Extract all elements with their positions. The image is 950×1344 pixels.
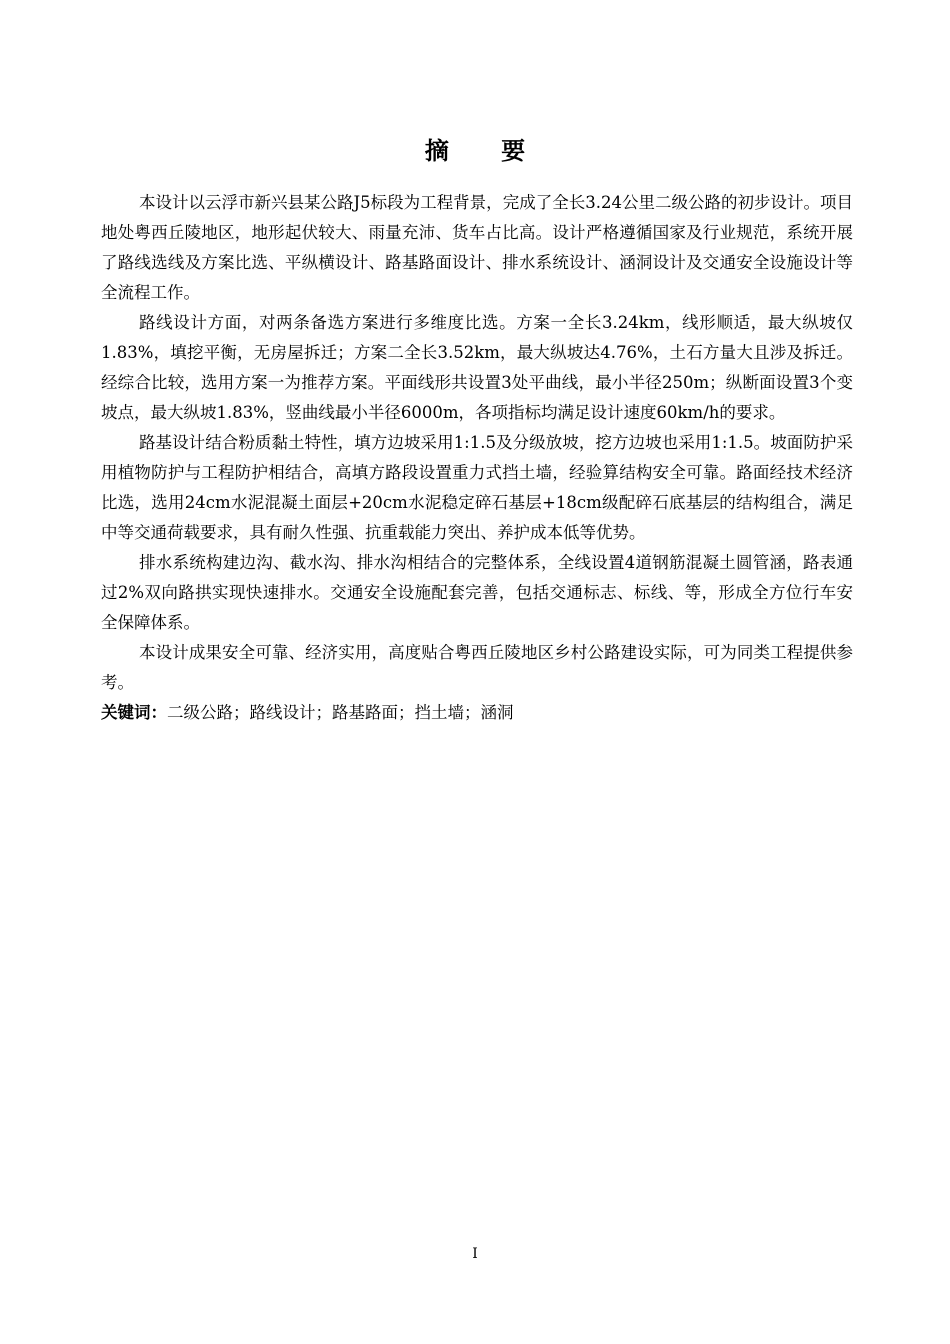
keywords-line (101, 698, 853, 728)
page-number: I (472, 1246, 478, 1262)
abstract-body (101, 188, 853, 728)
keywords-label: 关键词： (101, 703, 167, 722)
keywords-text: 二级公路；路线设计；路基路面；挡土墙；涵洞 (167, 703, 514, 722)
abstract-title: 摘 要 (424, 137, 548, 165)
abstract-paragraph-4: 排水系统构建边沟、截水沟、排水沟相结合的完整体系，全线设置4道钢筋混凝土圆管涵，路表通过2%双向路拱实现快速排水。交通安全设施配套完善，包括交通标志、标线、等，形成全方位行车安全保障体系。 (101, 553, 853, 632)
abstract-paragraph-1: 本设计以云浮市新兴县某公路J5标段为工程背景，完成了全长3.24公里二级公路的初步设计。项目地处粤西丘陵地区，地形起伏较大、雨量充沛、货车占比高。设计严格遵循国家及行业规范，系统开展了路线选线及方案比选、平纵横设计、路基路面设计、排水系统设计、涵洞设计及交通安全设施设计等全流程工作。 (101, 193, 853, 302)
abstract-paragraph-2: 路线设计方面，对两条备选方案进行多维度比选。方案一全长3.24km，线形顺适，最大纵坡仅1.83%，填挖平衡，无房屋拆迁；方案二全长3.52km，最大纵坡达4.76%，土石方量大且涉及拆迁。经综合比较，选用方案一为推荐方案。平面线形共设置3处平曲线，最小半径250m；纵断面设置3个变坡点，最大纵坡1.83%，竖曲线最小半径6000m，各项指标均满足设计速度60km/h的要求。 (101, 313, 853, 422)
abstract-paragraph-3: 路基设计结合粉质黏土特性，填方边坡采用1:1.5及分级放坡，挖方边坡也采用1:1.5。坡面防护采用植物防护与工程防护相结合，高填方路段设置重力式挡土墙，经验算结构安全可靠。路面经技术经济比选，选用24cm水泥混凝土面层+20cm水泥稳定碎石基层+18cm级配碎石底基层的结构组合，满足中等交通荷载要求，具有耐久性强、抗重载能力突出、养护成本低等优势。 (101, 433, 853, 542)
abstract-paragraph-5: 本设计成果安全可靠、经济实用，高度贴合粤西丘陵地区乡村公路建设实际，可为同类工程提供参考。 (101, 643, 853, 692)
